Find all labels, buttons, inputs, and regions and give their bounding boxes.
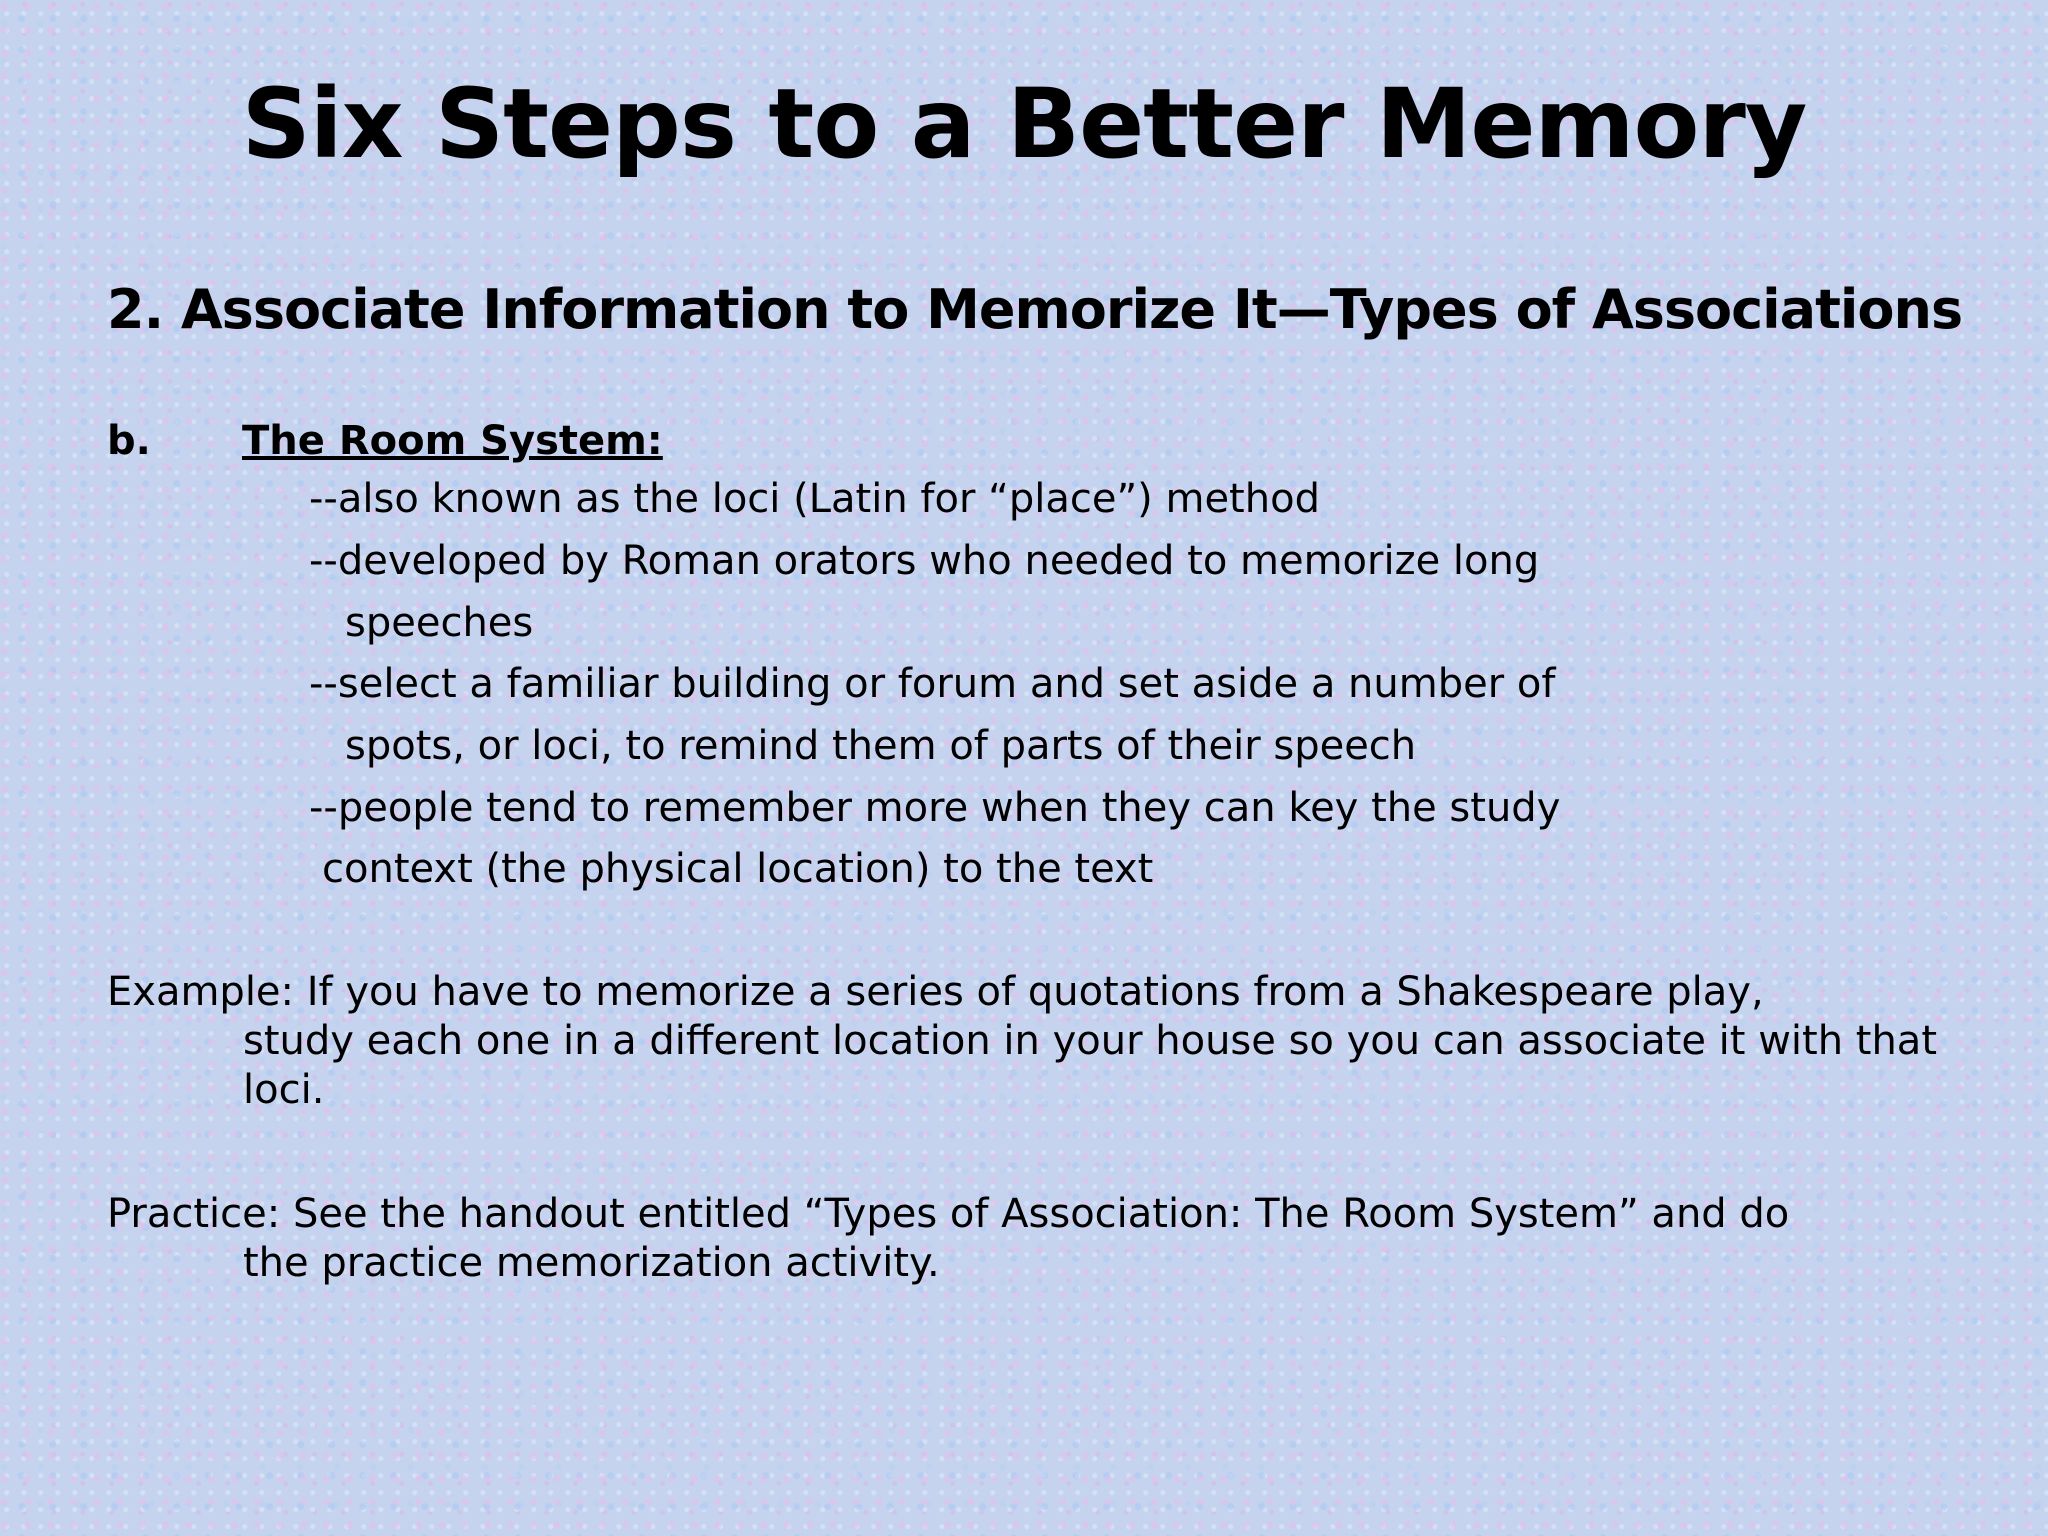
practice-first-line: Practice: See the handout entitled “Types of Association: The Room System” and do <box>107 1191 1790 1237</box>
slide-title: Six Steps to a Better Memory <box>241 68 1807 180</box>
section-heading <box>107 418 663 464</box>
section-name: The Room System: <box>242 418 663 464</box>
practice-continuation: the practice memorization activity. <box>243 1240 940 1286</box>
section-letter: b. <box>107 418 151 464</box>
slide-subtitle: 2. Associate Information to Memorize It—Types of Associations <box>107 278 1963 341</box>
bullet-line-continuation: context (the physical location) to the text <box>322 846 1154 892</box>
bullet-line: --developed by Roman orators who needed to memorize long <box>309 538 1540 584</box>
example-continuation: study each one in a different location in your house so you can associate it with that loci. <box>243 1018 1938 1113</box>
bullet-line: --people tend to remember more when they can key the study <box>309 785 1561 831</box>
example-paragraph <box>107 968 1947 1115</box>
bullet-line: --select a familiar building or forum and set aside a number of <box>309 661 1556 707</box>
bullet-line-continuation: spots, or loci, to remind them of parts of their speech <box>345 723 1417 769</box>
bullet-line: --also known as the loci (Latin for “place”) method <box>309 476 1320 522</box>
example-first-line: Example: If you have to memorize a series of quotations from a Shakespeare play, <box>107 969 1764 1015</box>
bullet-line-continuation: speeches <box>345 600 534 646</box>
practice-paragraph <box>107 1190 1947 1288</box>
